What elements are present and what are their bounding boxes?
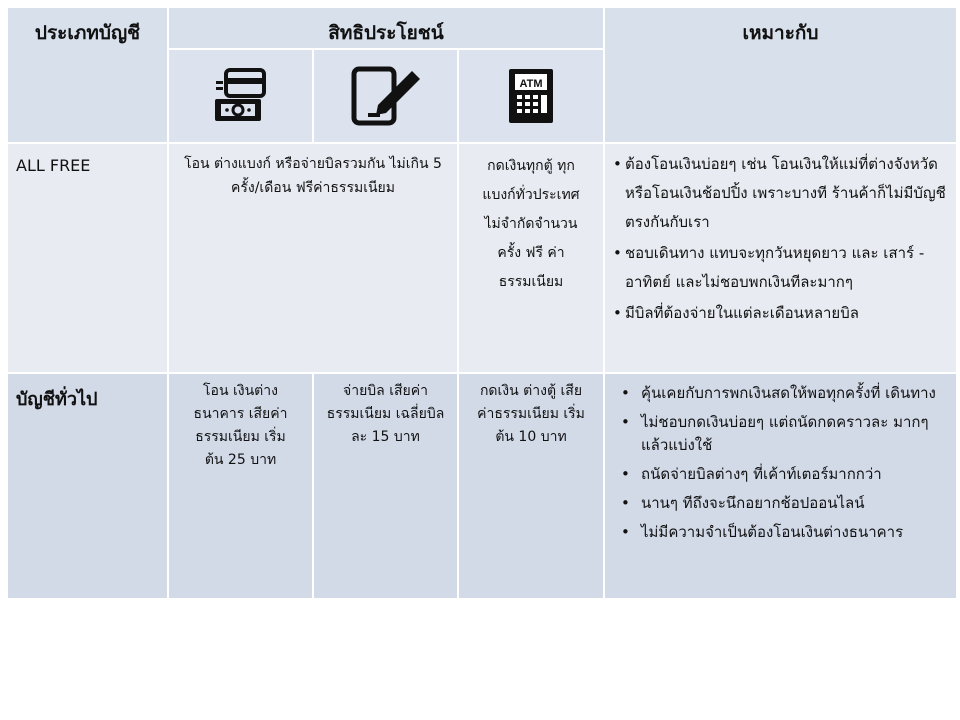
general-withdraw [459, 374, 603, 598]
icon-cell-bill [314, 50, 457, 142]
header-account-type: ประเภทบัญชี [8, 8, 167, 142]
all-free-suitable [605, 144, 956, 372]
icon-cell-withdraw [459, 50, 603, 142]
general-withdraw-text: กดเงิน ต่างตู้ เสีย ค่าธรรมเนียม เริ่มต้น 10 บาท [477, 383, 585, 445]
all-free-transfer-bill [169, 144, 457, 372]
list-item: • ไม่มีความจำเป็นต้องโอนเงินต่างธนาคาร [613, 521, 948, 544]
icon-cell-transfer [169, 50, 312, 142]
atm-icon [507, 67, 555, 125]
row-name-general: บัญชีทั่วไป [8, 374, 167, 598]
general-transfer [169, 374, 312, 598]
tablet-pen-icon [350, 65, 422, 127]
general-suitable [605, 374, 956, 598]
card-cash-icon [212, 67, 270, 125]
comparison-table [8, 8, 952, 596]
general-bill [314, 374, 457, 598]
list-item: • มีบิลที่ต้องจ่ายในแต่ละเดือนหลายบิล [613, 299, 948, 328]
list-item: • คุ้นเคยกับการพกเงินสดให้พอทุกครั้งที่ เดินทาง [613, 382, 948, 405]
general-bill-text: จ่ายบิล เสียค่าธรรมเนียม เฉลี่ยบิลละ 15 บาท [326, 383, 445, 445]
atm-label: ATM [519, 78, 543, 90]
list-item: • ไม่ชอบกดเงินบ่อยๆ แต่ถนัดกดคราวละ มากๆ แล้วแบ่งใช้ [613, 411, 948, 457]
general-transfer-text: โอน เงินต่างธนาคาร เสียค่าธรรมเนียม เริ่มต้น 25 บาท [193, 383, 288, 468]
all-free-withdraw-text: กดเงินทุกตู้ ทุก แบงก์ทั่วประเทศ ไม่จำกัดจำนวน ครั้ง ฟรี ค่าธรรมเนียม [482, 158, 580, 290]
row-name-all-free: ALL FREE [8, 144, 167, 372]
list-item: • ถนัดจ่ายบิลต่างๆ ที่เค้าท์เตอร์มากกว่า [613, 463, 948, 486]
all-free-withdraw [459, 144, 603, 372]
list-item: • นานๆ ทีถึงจะนึกอยากช้อปออนไลน์ [613, 492, 948, 515]
list-item: • ต้องโอนเงินบ่อยๆ เช่น โอนเงินให้แม่ที่ต่างจังหวัด หรือโอนเงินช้อปปิ้ง เพราะบางที ร้านค้าก็ไม่มีบัญชีตรงกันกับเรา [613, 150, 948, 237]
header-benefits: สิทธิประโยชน์ [169, 8, 603, 48]
list-item: • ชอบเดินทาง แทบจะทุกวันหยุดยาว และ เสาร์ - อาทิตย์ และไม่ชอบพกเงินทีละมากๆ [613, 239, 948, 297]
header-suitable-for: เหมาะกับ [605, 8, 956, 142]
all-free-transfer-bill-text: โอน ต่างแบงก์ หรือจ่ายบิลรวมกัน ไม่เกิน 5 ครั้ง/เดือน ฟรีค่าธรรมเนียม [184, 156, 442, 196]
